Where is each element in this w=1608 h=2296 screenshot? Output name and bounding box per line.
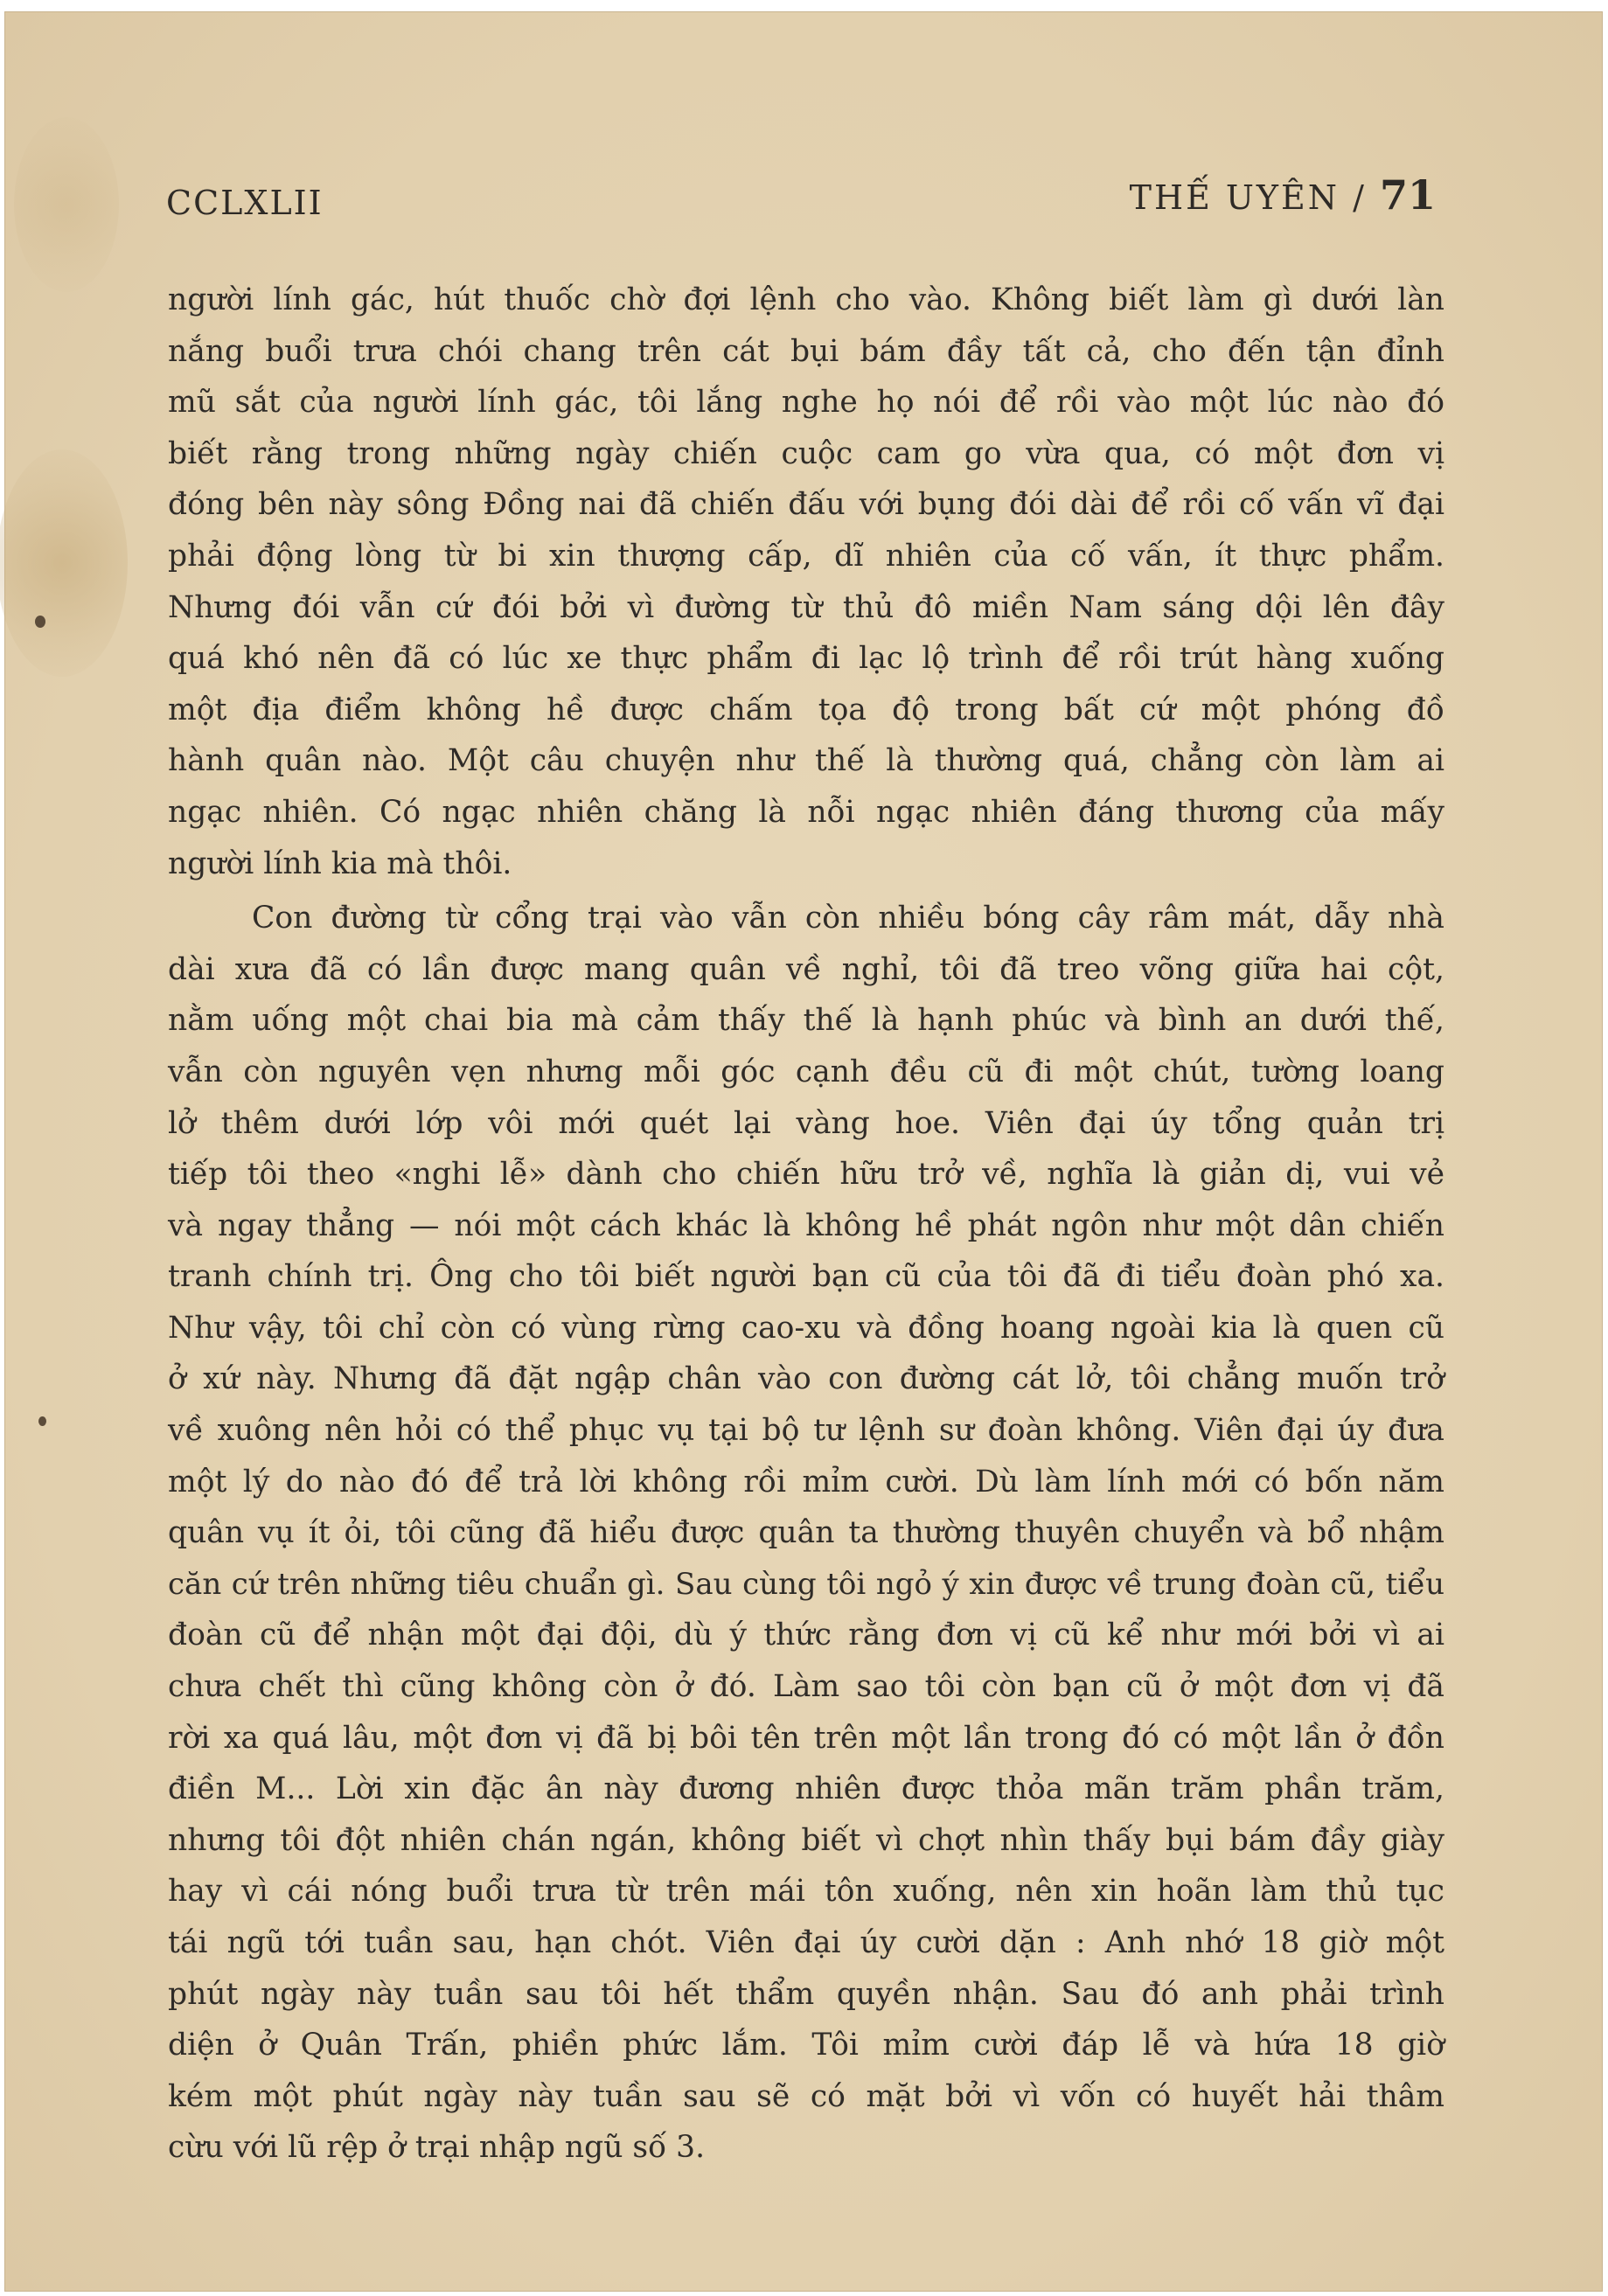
text-line: nằm uống một chai bia mà cảm thấy thế là hạnh phúc và bình an dưới thế, (168, 1003, 1444, 1039)
text-line: tiếp tôi theo «nghi lễ» dành cho chiến hữu trở về, nghĩa là giản dị, vui vẻ (168, 1157, 1444, 1193)
text-line: quân vụ ít ỏi, tôi cũng đã hiểu được quân ta thường thuyên chuyển và bổ nhậm (168, 1515, 1444, 1551)
book-page (5, 12, 1602, 2291)
text-line: người lính gác, hút thuốc chờ đợi lệnh cho vào. Không biết làm gì dưới làn (168, 282, 1444, 317)
text-line: lở thêm dưới lớp vôi mới quét lại vàng hoe. Viên đại úy tổng quản trị (168, 1105, 1444, 1141)
text-line: chưa chết thì cũng không còn ở đó. Làm sao tôi còn bạn cũ ở một đơn vị đã (168, 1669, 1444, 1705)
text-line: điền M... Lời xin đặc ân này đương nhiên được thỏa mãn trăm phần trăm, (168, 1771, 1444, 1807)
text-line: Như vậy, tôi chỉ còn có vùng rừng cao-xu và đồng hoang ngoài kia là quen cũ (168, 1310, 1444, 1346)
text-line: hay vì cái nóng buổi trưa từ trên mái tôn xuống, nên xin hoãn làm thủ tục (168, 1874, 1444, 1910)
text-line: ngạc nhiên. Có ngạc nhiên chăng là nỗi ngạc nhiên đáng thương của mấy (168, 794, 1444, 830)
text-line: phải động lòng từ bi xin thượng cấp, dĩ nhiên của cố vấn, ít thực phẩm. (168, 538, 1444, 574)
text-line: một địa điểm không hề được chấm tọa độ trong bất cứ một phóng đồ (168, 692, 1444, 727)
text-line: tái ngũ tới tuần sau, hạn chót. Viên đại úy cười dặn : Anh nhớ 18 giờ một (168, 1925, 1444, 1960)
paragraph (168, 893, 1444, 2174)
header-author: THẾ UYÊN / (1129, 178, 1367, 217)
text-line: biết rằng trong những ngày chiến cuộc cam go vừa qua, có một đơn vị (168, 435, 1444, 471)
text-line: hành quân nào. Một câu chuyện như thế là thường quá, chẳng còn làm ai (168, 743, 1444, 779)
ink-spot (38, 1416, 46, 1426)
text-line: nắng buổi trưa chói chang trên cát bụi bám đầy tất cả, cho đến tận đỉnh (168, 333, 1444, 369)
text-line: Con đường từ cổng trại vào vẫn còn nhiều bóng cây râm mát, dẫy nhà (252, 901, 1444, 936)
paper-stain (0, 449, 128, 677)
header-author-page (1130, 171, 1436, 219)
text-line: rời xa quá lâu, một đơn vị đã bị bôi tên trên một lần trong đó có một lần ở đồn (168, 1720, 1444, 1756)
text-line: về xuông nên hỏi có thể phục vụ tại bộ tư lệnh sư đoàn không. Viên đại úy đưa (168, 1413, 1444, 1449)
text-line: một lý do nào đó để trả lời không rồi mỉm cười. Dù làm lính mới có bốn năm (168, 1464, 1444, 1499)
text-line: mũ sắt của người lính gác, tôi lắng nghe họ nói để rồi vào một lúc nào đó (168, 385, 1444, 421)
text-line: đóng bên này sông Đồng nai đã chiến đấu với bụng đói dài để rồi cố vấn vĩ đại (168, 487, 1444, 523)
text-line: cừu với lũ rệp ở trại nhập ngũ số 3. (168, 2130, 706, 2166)
ink-spot (35, 616, 45, 628)
header-section-code: CCLXLII (166, 184, 324, 222)
text-line: diện ở Quân Trấn, phiền phức lắm. Tôi mỉm cười đáp lễ và hứa 18 giờ (168, 2028, 1444, 2063)
paper-stain (14, 117, 119, 292)
page-number: 71 (1379, 171, 1436, 219)
text-line: ở xứ này. Nhưng đã đặt ngập chân vào con đường cát lở, tôi chẳng muốn trở (168, 1361, 1444, 1397)
text-line: căn cứ trên những tiêu chuẩn gì. Sau cùng tôi ngỏ ý xin được về trung đoàn cũ, tiểu (168, 1566, 1444, 1602)
text-line: và ngay thẳng — nói một cách khác là không hề phát ngôn như một dân chiến (168, 1207, 1444, 1243)
text-line: phút ngày này tuần sau tôi hết thẩm quyền nhận. Sau đó anh phải trình (168, 1976, 1444, 2012)
text-line: Nhưng đói vẫn cứ đói bởi vì đường từ thủ đô miền Nam sáng dội lên đây (168, 589, 1444, 625)
paragraph (168, 275, 1444, 889)
body-text (168, 275, 1444, 2177)
running-header (166, 171, 1436, 224)
text-line: tranh chính trị. Ông cho tôi biết người bạn cũ của tôi đã đi tiểu đoàn phó xa. (168, 1259, 1444, 1295)
text-line: nhưng tôi đột nhiên chán ngán, không biết vì chợt nhìn thấy bụi bám đầy giày (168, 1822, 1444, 1858)
text-line: vẫn còn nguyên vẹn nhưng mỗi góc cạnh đều cũ đi một chút, tường loang (168, 1054, 1444, 1089)
text-line: dài xưa đã có lần được mang quân về nghỉ, tôi đã treo võng giữa hai cột, (168, 951, 1444, 987)
text-line: quá khó nên đã có lúc xe thực phẩm đi lạc lộ trình để rồi trút hàng xuống (168, 641, 1444, 677)
text-line: kém một phút ngày này tuần sau sẽ có mặt bởi vì vốn có huyết hải thâm (168, 2078, 1444, 2114)
text-line: đoàn cũ để nhận một đại đội, dù ý thức rằng đơn vị cũ kể như mới bởi vì ai (168, 1618, 1444, 1653)
text-line: người lính kia mà thôi. (168, 845, 512, 881)
